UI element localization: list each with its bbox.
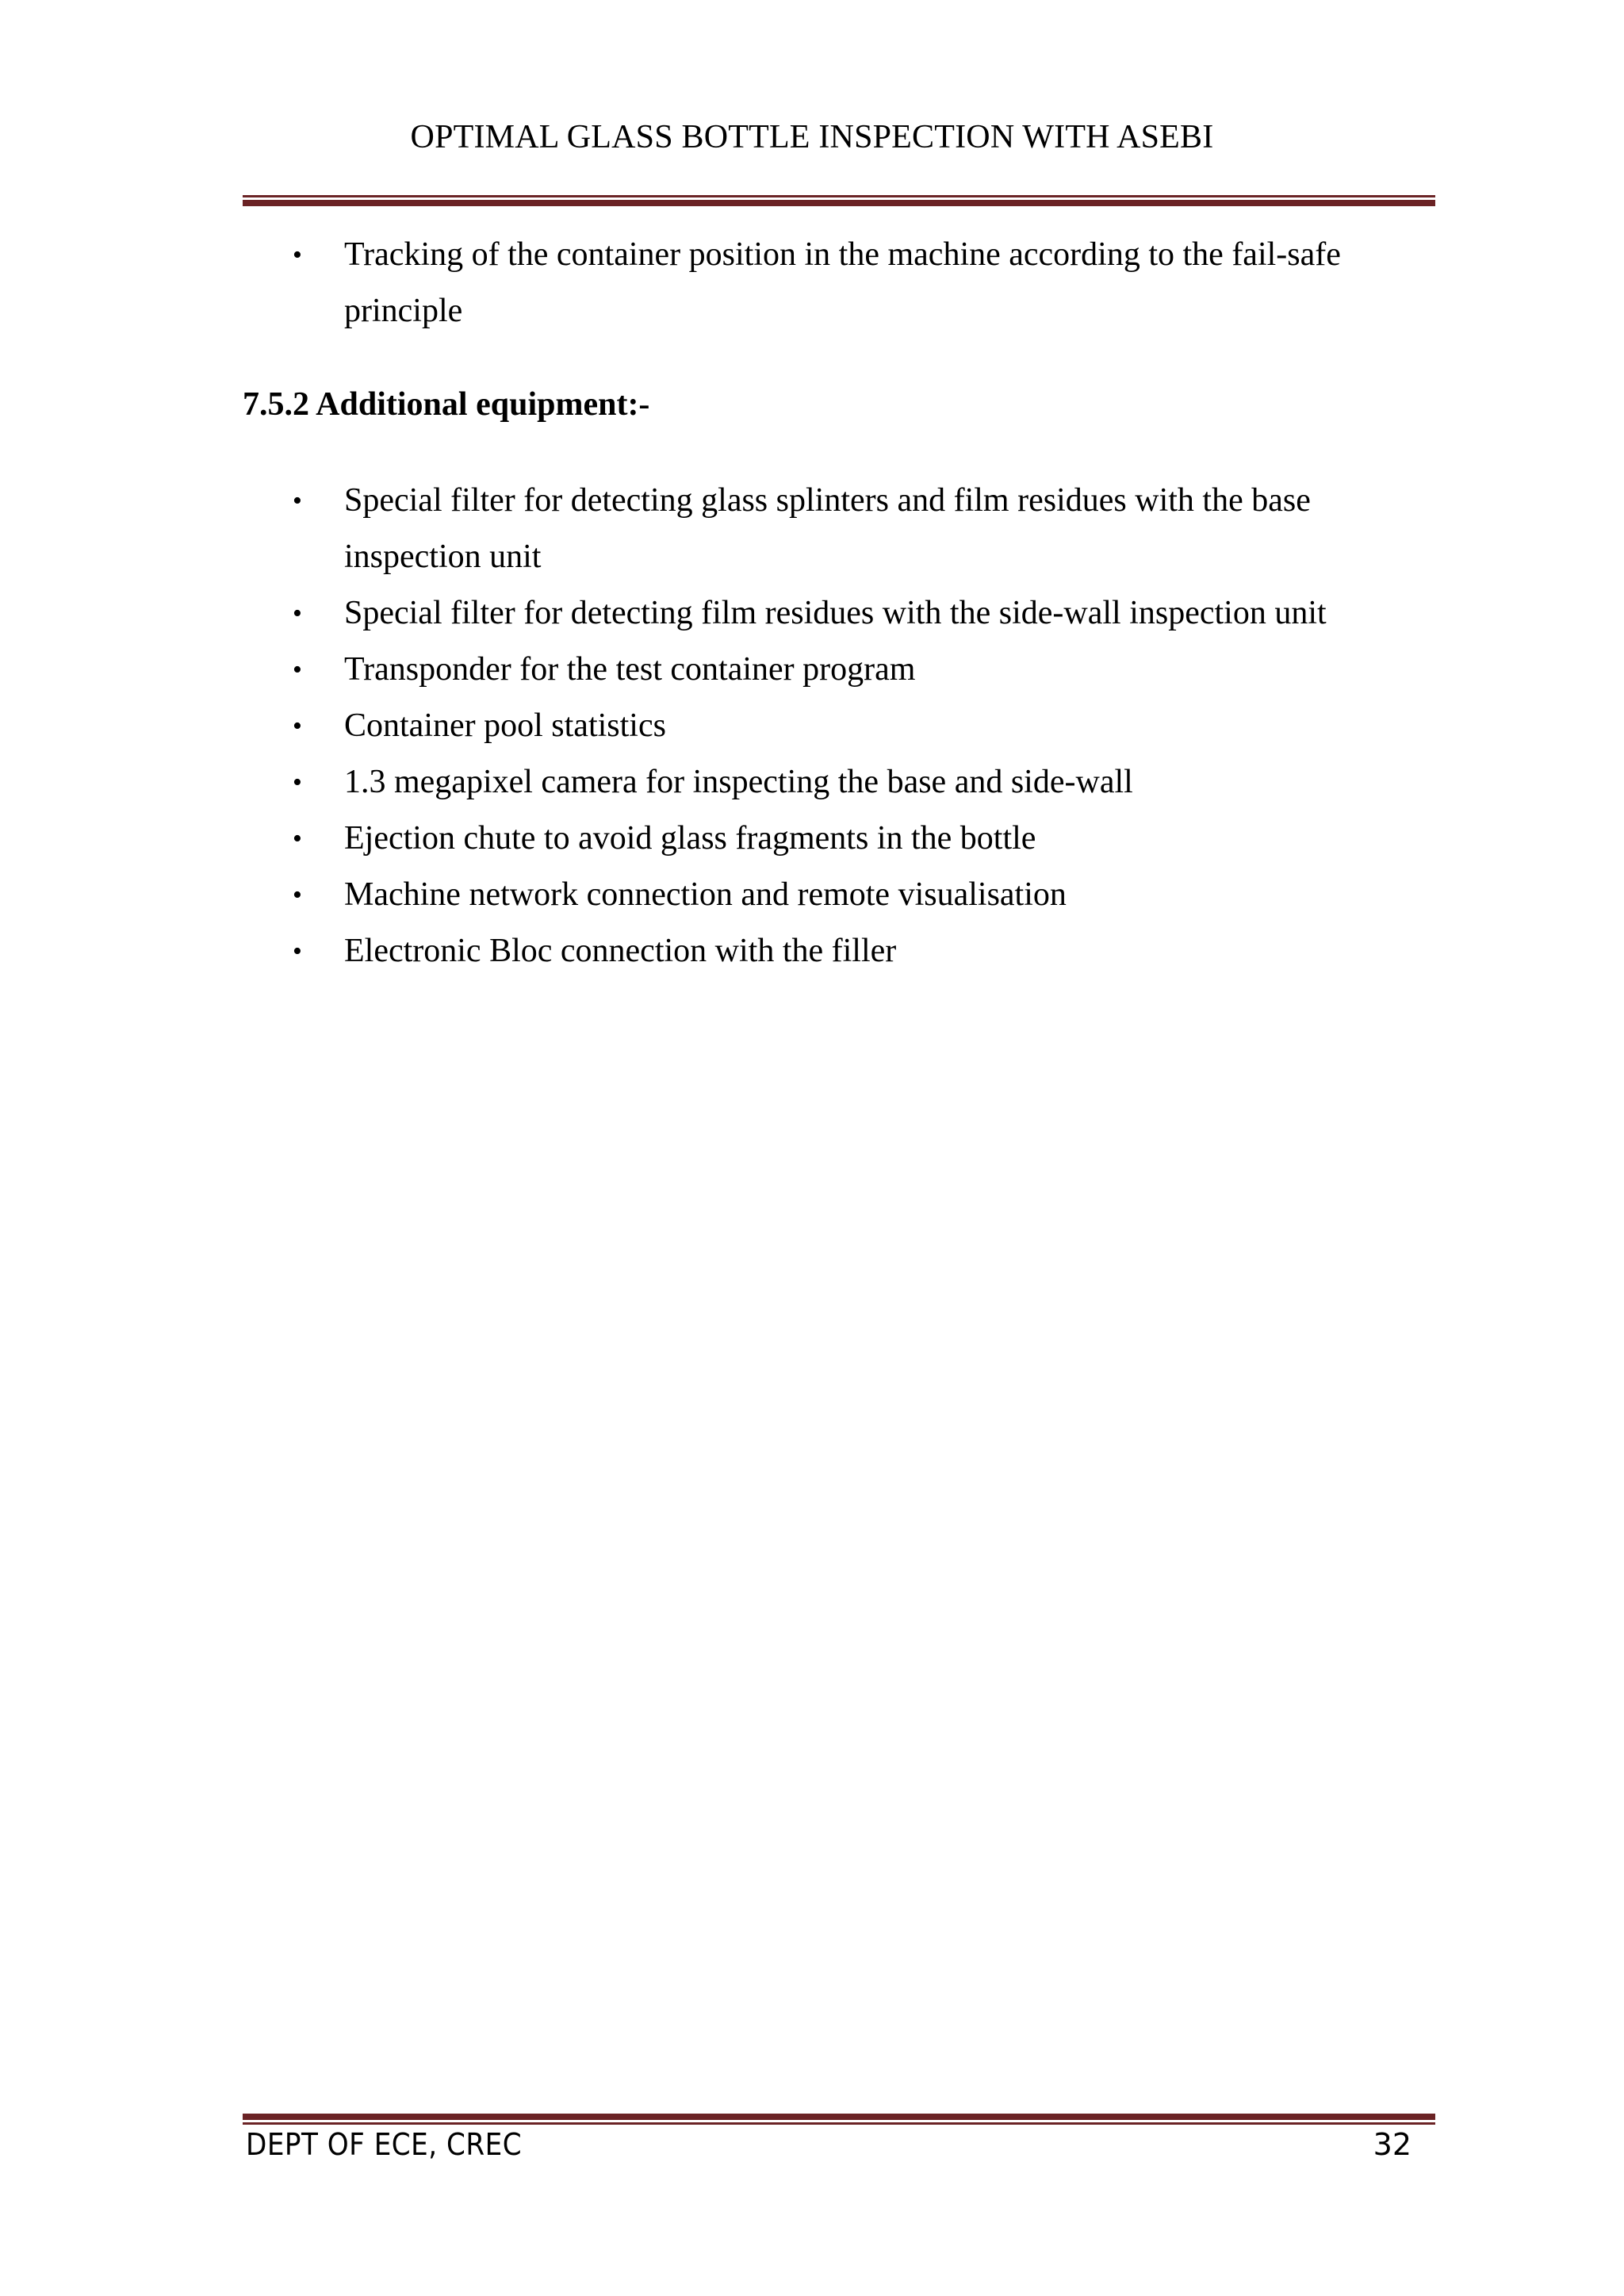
list-item-text: Machine network connection and remote visualisation	[344, 876, 1067, 913]
equipment-bullet-list	[243, 473, 1435, 979]
list-item-text: 1.3 megapixel camera for inspecting the base and side-wall	[344, 764, 1133, 800]
section-heading: 7.5.2 Additional equipment:-	[243, 386, 650, 423]
list-item	[243, 811, 1435, 867]
bullet-icon: •	[293, 824, 302, 853]
footer-divider-thick	[243, 2114, 1435, 2120]
page-header-title: OPTIMAL GLASS BOTTLE INSPECTION WITH ASEBI	[410, 119, 1214, 155]
list-item-text: Special filter for detecting glass splinters and film residues with the base inspection unit	[344, 482, 1311, 575]
list-item-text: Container pool statistics	[344, 707, 666, 744]
bullet-icon: •	[293, 599, 302, 628]
list-item-text: Tracking of the container position in the machine according to the fail-safe principle	[344, 236, 1341, 329]
page-number: 32	[1373, 2127, 1411, 2162]
list-item	[243, 227, 1435, 339]
equipment-list-container	[243, 473, 1435, 979]
footer-department: DEPT OF ECE, CREC	[246, 2127, 523, 2162]
list-item	[243, 867, 1435, 923]
header-divider	[243, 195, 1435, 206]
bullet-icon: •	[293, 880, 302, 910]
bullet-icon: •	[293, 768, 302, 797]
bullet-icon: •	[293, 240, 302, 270]
list-item-text: Special filter for detecting film residues with the side-wall inspection unit	[344, 595, 1327, 631]
list-item	[243, 473, 1435, 585]
footer-divider-thin	[243, 2122, 1435, 2125]
bullet-icon: •	[293, 486, 302, 516]
list-item-text: Transponder for the test container program	[344, 651, 916, 688]
header-divider-thick	[243, 200, 1435, 206]
list-item	[243, 585, 1435, 642]
footer-divider	[243, 2114, 1435, 2125]
intro-list-container	[243, 227, 1435, 339]
list-item-text: Ejection chute to avoid glass fragments in the bottle	[344, 820, 1036, 857]
bullet-icon: •	[293, 655, 302, 684]
bullet-icon: •	[293, 937, 302, 966]
list-item	[243, 754, 1435, 811]
list-item	[243, 642, 1435, 698]
list-item	[243, 923, 1435, 979]
list-item	[243, 698, 1435, 754]
list-item-text: Electronic Bloc connection with the filler	[344, 933, 897, 969]
intro-bullet-list	[243, 227, 1435, 339]
bullet-icon: •	[293, 711, 302, 741]
